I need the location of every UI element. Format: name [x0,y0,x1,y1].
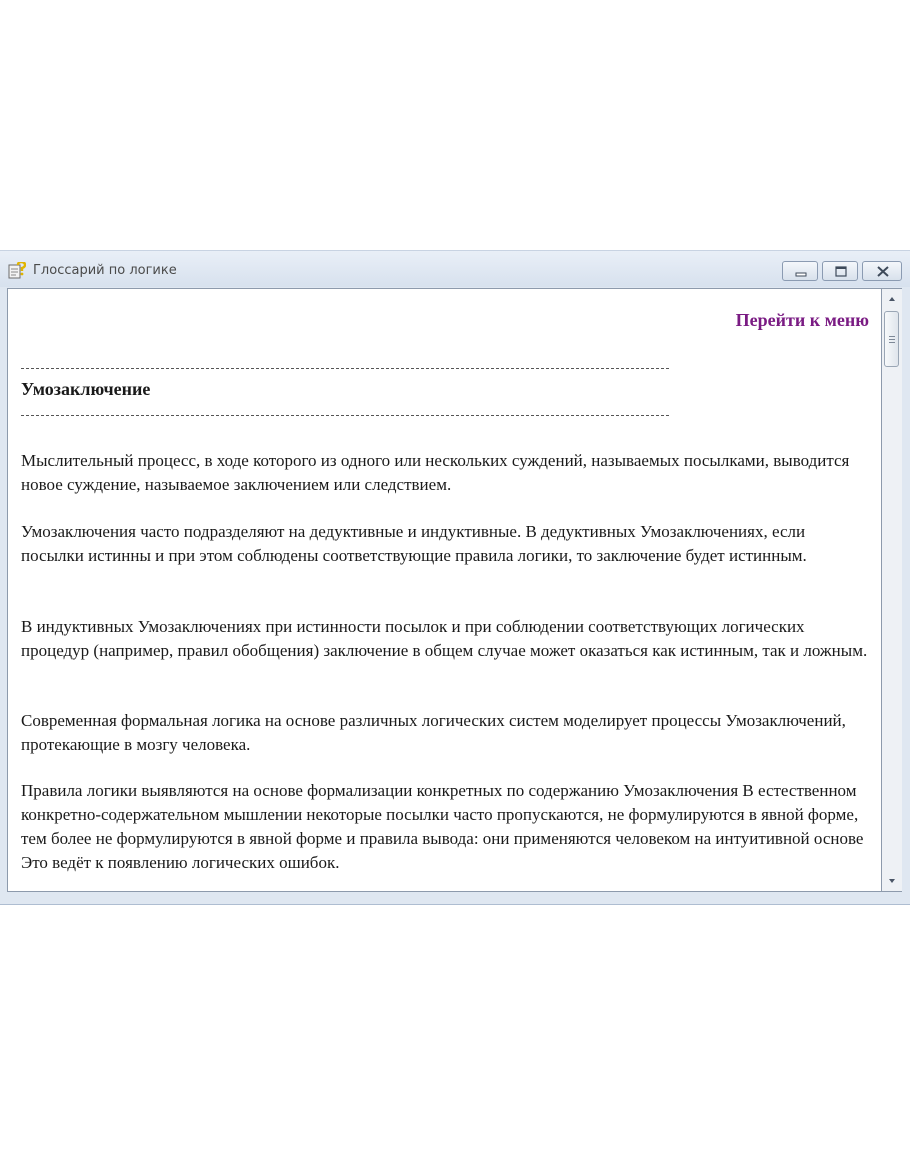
close-button[interactable] [862,261,902,281]
divider-bottom [21,415,669,416]
paragraph: Мыслительный процесс, в ходе которого из одного или нескольких суждений, называемых посылками, выводится новое суждение, называемое заключением или следствием. [21,451,850,494]
divider-top [21,368,669,369]
term-title: Умозаключение [21,379,151,399]
window-title: Глоссарий по логике [33,263,177,278]
title-bar[interactable] [0,251,910,287]
content-pane[interactable] [7,288,882,892]
maximize-icon [823,262,859,282]
paragraph: Умозаключения часто подразделяют на дедуктивные и индуктивные. В дедуктивных Умозаключениях, если посылки истинны и при этом соблюдены соответствующие правила логики, то заключение будет истинным. [21,522,807,565]
minimize-button[interactable] [782,261,818,281]
paragraph: Современная формальная логика на основе различных логических систем моделирует процессы Умозаключений, протекающие в мозгу человека. [21,711,846,754]
paragraph: В индуктивных Умозаключениях при истинности посылок и при соблюдении соответствующих логических процедур (например, правил обобщения) заключение в общем случае может оказаться как истинным, так и ложным. [21,617,868,660]
menu-link[interactable]: Перейти к меню [735,310,869,330]
arrow-down-icon [882,873,902,889]
maximize-button[interactable] [822,261,858,281]
help-file-icon [8,262,26,280]
help-window [0,250,910,905]
paragraph: Правила логики выявляются на основе формализации конкретных по содержанию Умозаключения В естественном конкретно-содержательном мышлении некоторые посылки часто пропускаются, не формулируются в явной форме, тем более не формулируются в явной форме и правила вывода: они применяются человеком на интуитивной основе Это ведёт к появлению логических ошибок. [21,781,864,872]
arrow-up-icon [882,291,902,307]
grip-line [889,339,895,340]
grip-line [889,342,895,343]
scroll-thumb[interactable] [884,311,899,367]
minimize-icon [783,262,819,282]
scroll-down-button[interactable] [882,873,902,889]
vertical-scrollbar[interactable] [882,288,902,892]
scroll-up-button[interactable] [882,291,902,307]
close-icon [863,262,903,282]
grip-line [889,336,895,337]
